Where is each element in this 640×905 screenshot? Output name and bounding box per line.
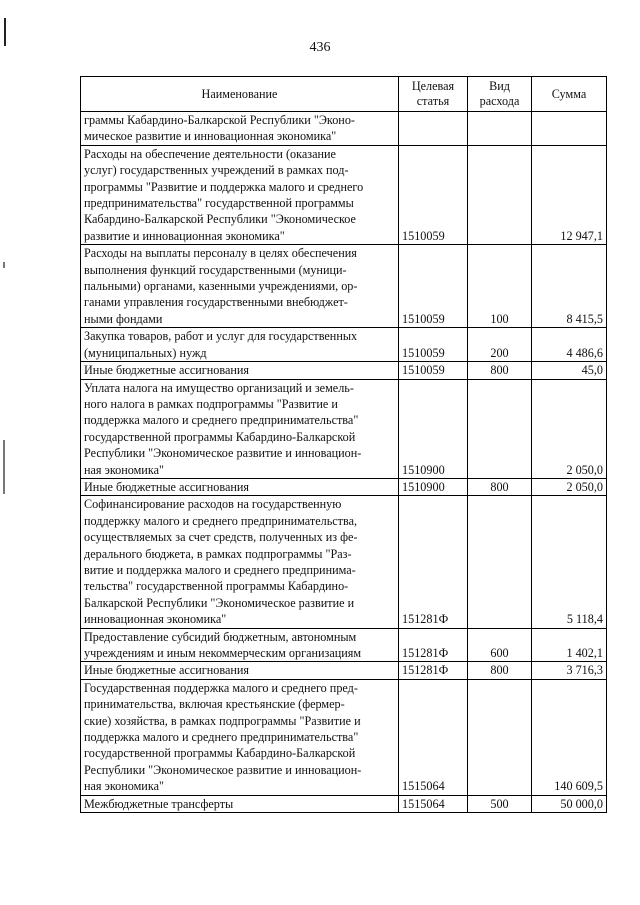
row-target-article: 1510059 (399, 245, 468, 328)
row-name-line: предпринимательства" государственной программы (84, 196, 354, 211)
row-sum: 2 050,0 (532, 379, 607, 478)
row-name-line: ного налога в рамках подпрограммы "Развитие и (84, 396, 338, 411)
row-name-line: ная экономика" (84, 462, 164, 477)
table-row (81, 478, 607, 495)
row-target-article: 1510900 (399, 379, 468, 478)
row-name-line: учреждениям и иным некоммерческим организациям (84, 646, 362, 660)
row-name-line: услуг) государственных учреждений в рамках под- (84, 163, 349, 178)
row-name-line: осуществляемых за счет средств, полученных из фе- (84, 530, 358, 545)
row-sum: 5 118,4 (532, 496, 607, 628)
row-expense-type (468, 496, 532, 628)
row-name-line: Иные бюджетные ассигнования (84, 363, 250, 378)
header-kind-line: расхода (479, 94, 520, 108)
row-expense-type: 600 (468, 628, 532, 662)
row-target-article: 151281Ф (399, 628, 468, 662)
row-target-article: 151281Ф (399, 496, 468, 628)
row-name-line: принимательства, включая крестьянские (фермер- (84, 697, 345, 712)
row-name-line: поддержка малого и среднего предпринимательства" (84, 413, 359, 428)
row-name (81, 362, 399, 379)
row-target-article: 1515064 (399, 679, 468, 795)
row-sum: 8 415,5 (532, 245, 607, 328)
row-sum: 4 486,6 (532, 328, 607, 362)
row-name-line: инновационная экономика" (84, 612, 227, 627)
row-name-line: государственной программы Кабардино-Балкарской (84, 429, 356, 444)
row-name-line: граммы Кабардино-Балкарской Республики "Эконо- (84, 113, 355, 127)
header-sum: Сумма (532, 77, 607, 112)
header-expense-type (468, 77, 532, 112)
header-target-line: Целевая (411, 79, 455, 93)
row-name-line: Балкарской Республики "Экономическое развитие и (84, 595, 355, 610)
row-name (81, 112, 399, 146)
row-sum: 2 050,0 (532, 478, 607, 495)
row-sum (532, 112, 607, 146)
row-name-line: ная экономика" (84, 779, 164, 794)
row-target-article: 151281Ф (399, 662, 468, 679)
row-name-line: ские) хозяйства, в рамках подпрограммы "Развитие и (84, 713, 361, 728)
table-row (81, 245, 607, 328)
table-row (81, 379, 607, 478)
row-target-article: 1515064 (399, 795, 468, 812)
row-name (81, 328, 399, 362)
row-expense-type (468, 145, 532, 244)
row-name-line: пальными) органами, казенными учреждениями, ор- (84, 279, 358, 294)
row-name (81, 795, 399, 812)
table-row (81, 362, 607, 379)
row-name (81, 628, 399, 662)
row-name-line: государственной программы Кабардино-Балкарской (84, 746, 356, 761)
row-name-line: Уплата налога на имущество организаций и земель- (84, 380, 354, 395)
row-name-line: выполнения функций государственными (муници- (84, 262, 347, 277)
scan-speck (3, 262, 5, 268)
row-name-line: Межбюджетные трансферты (84, 796, 234, 811)
row-expense-type: 500 (468, 795, 532, 812)
row-expense-type: 100 (468, 245, 532, 328)
header-name: Наименование (81, 77, 399, 112)
table-row (81, 628, 607, 662)
row-name-line: программы "Развитие и поддержка малого и среднего (84, 179, 364, 194)
row-target-article: 1510900 (399, 478, 468, 495)
row-name-line: тельства" государственной программы Кабардино- (84, 579, 349, 594)
page-number: 436 (309, 40, 331, 55)
table-row (81, 145, 607, 244)
scan-speck (3, 440, 5, 494)
header-kind-line: Вид (489, 79, 510, 93)
row-name-line: дерального бюджета, в рамках подпрограммы "Раз- (84, 546, 352, 561)
header-target-article (399, 77, 468, 112)
row-name-line: мическое развитие и инновационная экономика" (84, 129, 337, 144)
row-sum: 12 947,1 (532, 145, 607, 244)
row-name (81, 145, 399, 244)
row-expense-type: 800 (468, 662, 532, 679)
row-sum: 50 000,0 (532, 795, 607, 812)
table-row (81, 795, 607, 812)
row-target-article: 1510059 (399, 362, 468, 379)
table-row (81, 496, 607, 628)
row-name-line: Расходы на выплаты персоналу в целях обеспечения (84, 246, 357, 261)
row-name-line: Республики "Экономическое развитие и инновацион- (84, 446, 362, 461)
row-name (81, 245, 399, 328)
row-sum: 3 716,3 (532, 662, 607, 679)
table-row (81, 112, 607, 146)
row-sum: 45,0 (532, 362, 607, 379)
table-header-row (81, 77, 607, 112)
row-name (81, 662, 399, 679)
table-row (81, 328, 607, 362)
row-target-article (399, 112, 468, 146)
row-name-line: Расходы на обеспечение деятельности (оказание (84, 146, 336, 161)
row-target-article: 1510059 (399, 145, 468, 244)
table-body (81, 112, 607, 813)
row-name-line: Кабардино-Балкарской Республики "Экономическое (84, 212, 356, 227)
budget-table (80, 76, 607, 813)
row-name-line: Софинансирование расходов на государственную (84, 497, 342, 512)
row-name-line: ганами управления государственными внебюджет- (84, 295, 348, 310)
row-name-line: Иные бюджетные ассигнования (84, 479, 250, 494)
row-name-line: поддержка малого и среднего предпринимательства" (84, 730, 359, 745)
header-target-line: статья (416, 94, 450, 108)
row-expense-type (468, 112, 532, 146)
row-sum: 140 609,5 (532, 679, 607, 795)
row-expense-type: 800 (468, 478, 532, 495)
row-expense-type: 200 (468, 328, 532, 362)
row-name (81, 679, 399, 795)
row-name-line: ными фондами (84, 311, 163, 326)
row-name-line: Предоставление субсидий бюджетным, автономным (84, 629, 357, 644)
row-name-line: поддержку малого и среднего предпринимательства, (84, 513, 358, 528)
row-name-line: Иные бюджетные ассигнования (84, 663, 250, 678)
row-name-line: витие и поддержка малого и среднего предпринима- (84, 562, 356, 577)
row-target-article: 1510059 (399, 328, 468, 362)
row-name-line: развитие и инновационная экономика" (84, 228, 285, 243)
row-expense-type (468, 679, 532, 795)
row-sum: 1 402,1 (532, 628, 607, 662)
table-row (81, 662, 607, 679)
row-name-line: Закупка товаров, работ и услуг для государственных (84, 329, 358, 344)
row-name-line: Республики "Экономическое развитие и инновацион- (84, 762, 362, 777)
row-name-line: Государственная поддержка малого и среднего пред- (84, 680, 358, 695)
table-row (81, 679, 607, 795)
row-expense-type (468, 379, 532, 478)
row-name (81, 478, 399, 495)
row-name (81, 379, 399, 478)
row-name-line: (муниципальных) нужд (84, 345, 207, 360)
row-expense-type: 800 (468, 362, 532, 379)
row-name (81, 496, 399, 628)
